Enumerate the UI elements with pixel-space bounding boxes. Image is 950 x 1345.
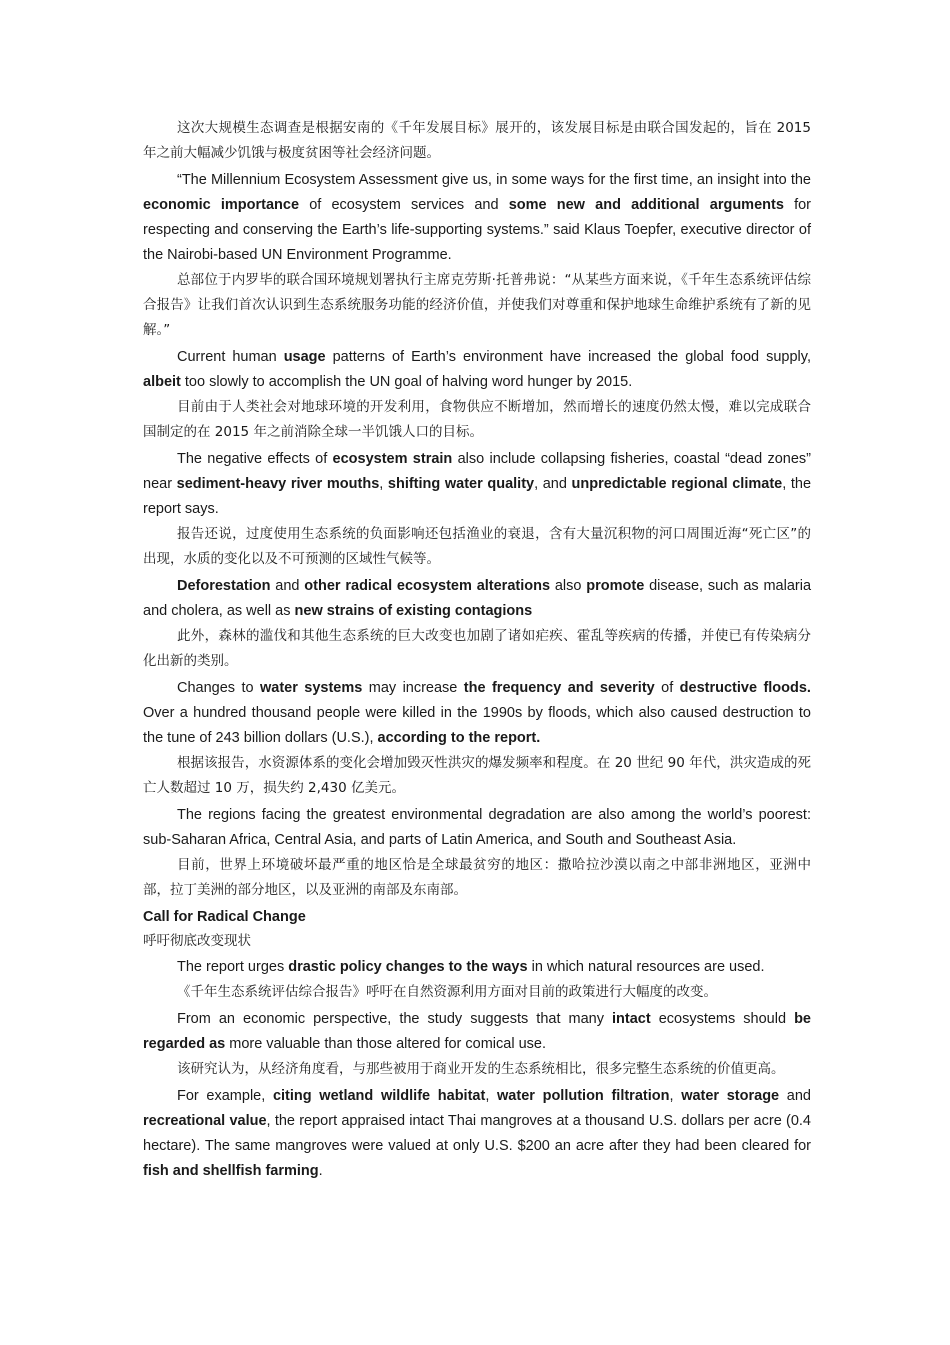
- bold-phrase: new strains of existing contagions: [294, 603, 533, 619]
- paragraph-zh-deforestation: 此外，森林的滥伐和其他生态系统的巨大改变也加剧了诸如疟疾、霍乱等疾病的传播，并使已有传染病分化出新的类别。: [143, 628, 811, 669]
- text-span: From an economic perspective, the study suggests that many: [177, 1011, 612, 1027]
- paragraph-en-economic-perspective: [143, 1007, 811, 1057]
- bold-phrase: shifting water quality: [387, 476, 535, 492]
- bold-phrase: water systems: [259, 680, 363, 696]
- bold-phrase: drastic policy changes to the ways: [288, 959, 528, 975]
- text-span: ,: [485, 1088, 498, 1104]
- bold-phrase: fish and shellfish farming: [143, 1163, 319, 1179]
- text-span: ecosystems should: [650, 1011, 795, 1027]
- text-span: also: [550, 578, 587, 594]
- text-span: disease, such as malaria and cholera, as well as: [143, 578, 812, 619]
- paragraph-zh-water-systems: 根据该报告，水资源体系的变化会增加毁灭性洪灾的爆发频率和程度。在 20 世纪 90 年代，洪灾造成的死亡人数超过 10 万，损失约 2,430 亿美元。: [143, 755, 811, 796]
- paragraph-en-mangroves: [143, 1084, 811, 1184]
- text-span: , and: [534, 476, 572, 492]
- text-span: , the report says.: [143, 476, 812, 517]
- text-span: patterns of Earth’s environment have increased the global food supply,: [325, 349, 811, 365]
- paragraph-zh-1: 这次大规模生态调查是根据安南的《千年发展目标》展开的，该发展目标是由联合国发起的，旨在 2015 年之前大幅减少饥饿与极度贫困等社会经济问题。: [143, 120, 811, 161]
- text-span: of ecosystem services and: [299, 197, 509, 213]
- text-span: The negative effects of: [177, 451, 333, 467]
- text-span: Over a hundred thousand people were killed in the 1990s by floods, which also caused destruction to the tune of 243 billion dollars (U.S.),: [143, 705, 811, 746]
- paragraph-zh-food-supply: 目前由于人类社会对地球环境的开发利用，食物供应不断增加，然而增长的速度仍然太慢，难以完成联合国制定的在 2015 年之前消除全球一半饥饿人口的目标。: [143, 399, 811, 440]
- bold-phrase: unpredictable regional climate: [571, 476, 783, 492]
- text-span: more valuable than those altered for comical use.: [225, 1036, 547, 1052]
- paragraph-zh-quote-toepfer: 总部位于内罗毕的联合国环境规划署执行主席克劳斯·托普弗说：“从某些方面来说，《千年生态系统评估综合报告》让我们首次认识到生态系统服务功能的经济价值，并使我们对尊重和保护地球生命维护系统有了新的见解。”: [143, 272, 811, 338]
- text-span: also include collapsing fisheries, coastal “dead zones” near: [143, 451, 811, 492]
- text-span: Current human: [177, 349, 284, 365]
- text-span: “The Millennium Ecosystem Assessment give us, in some ways for the first time, an insight into the: [177, 172, 811, 188]
- bold-phrase: water pollution filtration: [497, 1088, 670, 1104]
- text-span: Changes to: [177, 680, 260, 696]
- bold-phrase: albeit: [143, 374, 181, 390]
- bold-phrase: according to the report.: [377, 730, 541, 746]
- text-span: and: [270, 578, 305, 594]
- text-span: and: [779, 1088, 811, 1104]
- paragraph-zh-negative-effects: 报告还说，过度使用生态系统的负面影响还包括渔业的衰退，含有大量沉积物的河口周围近海“死亡区”的出现，水质的变化以及不可预测的区域性气候等。: [143, 526, 811, 567]
- text-span: too slowly to accomplish the UN goal of halving word hunger by 2015.: [180, 374, 633, 390]
- paragraph-en-quote-toepfer: [143, 168, 811, 268]
- text-span: , the report appraised intact Thai mangroves at a thousand U.S. dollars per acre (0.4 hectare). The same mangroves were valued at only U.S. $200 an acre after they had been cleared for: [143, 1113, 811, 1154]
- bold-phrase: citing wetland wildlife habitat: [272, 1088, 486, 1104]
- bold-phrase: water storage: [681, 1088, 780, 1104]
- bold-phrase: usage: [283, 349, 326, 365]
- section-heading-zh: 呼吁彻底改变现状: [143, 933, 251, 949]
- text-span: of: [654, 680, 680, 696]
- paragraph-zh-policy-changes: 《千年生态系统评估综合报告》呼吁在自然资源利用方面对目前的政策进行大幅度的改变。: [177, 984, 717, 1000]
- text-span: For example,: [177, 1088, 273, 1104]
- text-span: for respecting and conserving the Earth’s life-supporting systems.” said Klaus Toepfer, executive director of the Nairobi-based UN Environment Programme.: [143, 197, 811, 263]
- bold-phrase: ecosystem strain: [332, 451, 453, 467]
- bold-phrase: some new and additional arguments: [508, 197, 784, 213]
- bold-phrase: economic importance: [143, 197, 300, 213]
- bold-phrase: sediment-heavy river mouths: [176, 476, 380, 492]
- bold-phrase: other radical ecosystem alterations: [304, 578, 551, 594]
- bold-phrase: intact: [612, 1011, 651, 1027]
- paragraph-en-poorest-regions: The regions facing the greatest environmental degradation are also among the world’s poorest: sub-Saharan Africa, Central Asia, and parts of Latin America, and South and Southeast Asia.: [143, 807, 811, 848]
- text-span: .: [318, 1163, 323, 1179]
- bold-phrase: Deforestation: [177, 578, 271, 594]
- bold-phrase: destructive floods.: [679, 680, 811, 696]
- bold-phrase: recreational value: [143, 1113, 267, 1129]
- paragraph-en-water-systems: [143, 676, 811, 751]
- paragraph-en-deforestation: [143, 574, 811, 624]
- text-span: may increase: [362, 680, 464, 696]
- bold-phrase: promote: [586, 578, 645, 594]
- bold-phrase: the frequency and severity: [463, 680, 655, 696]
- text-span: ,: [669, 1088, 682, 1104]
- paragraph-en-food-supply: [143, 345, 811, 395]
- paragraph-zh-poorest-regions: 目前，世界上环境破坏最严重的地区恰是全球最贫穷的地区：撒哈拉沙漠以南之中部非洲地区，亚洲中部，拉丁美洲的部分地区，以及亚洲的南部及东南部。: [143, 857, 811, 898]
- paragraph-zh-economic-perspective: 该研究认为，从经济角度看，与那些被用于商业开发的生态系统相比，很多完整生态系统的价值更高。: [177, 1061, 785, 1077]
- paragraph-en-negative-effects: [143, 447, 811, 522]
- text-span: in which natural resources are used.: [527, 959, 765, 975]
- section-heading: Call for Radical Change: [143, 909, 306, 925]
- bold-phrase: be regarded as: [143, 1011, 811, 1052]
- text-span: ,: [379, 476, 388, 492]
- document-page: [143, 116, 811, 1184]
- paragraph-en-policy-changes: [143, 955, 811, 980]
- text-span: The report urges: [177, 959, 289, 975]
